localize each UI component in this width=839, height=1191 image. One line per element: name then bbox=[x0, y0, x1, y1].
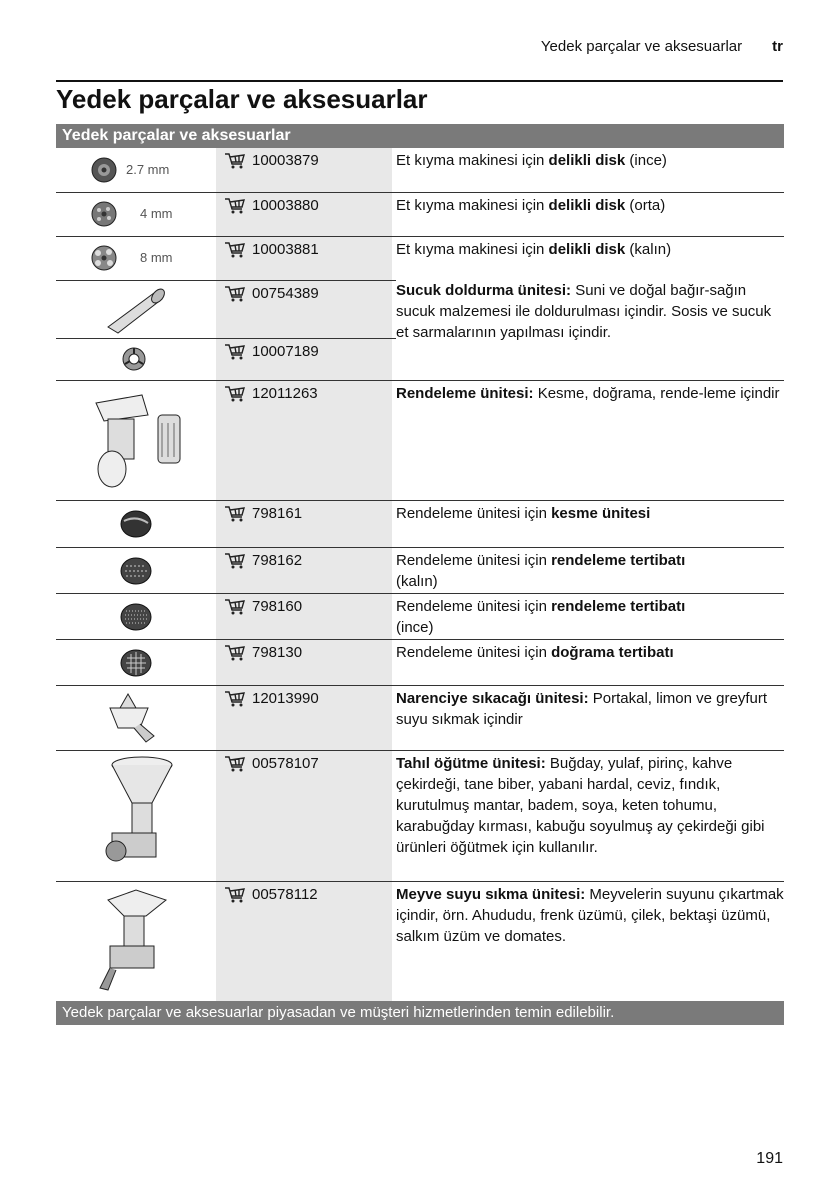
cart-icon bbox=[224, 197, 246, 215]
part-number: 10007189 bbox=[224, 341, 319, 362]
description: Rendeleme ünitesi için rendeleme tertibatı (ince) bbox=[396, 598, 686, 636]
coarse-disc-icon bbox=[90, 244, 118, 272]
cart-icon bbox=[224, 385, 246, 403]
cart-icon bbox=[224, 755, 246, 773]
fine-grater-drum-icon bbox=[118, 600, 154, 634]
table-row bbox=[56, 882, 784, 1001]
description: Meyve suyu sıkma ünitesi: Meyvelerin suyunu çıkartmak içindir, örn. Ahududu, frenk üzümü, çilek, bektaşi üzümü, salkım üzüm ve domates. bbox=[396, 886, 784, 945]
table-row bbox=[56, 751, 784, 882]
running-header bbox=[541, 38, 783, 55]
slicing-drum-icon bbox=[118, 507, 154, 541]
table-row bbox=[56, 381, 784, 501]
cart-icon bbox=[224, 886, 246, 904]
cart-icon bbox=[224, 241, 246, 259]
table-row bbox=[56, 339, 784, 381]
hole-size: 2.7 mm bbox=[126, 162, 170, 177]
grain-mill-icon bbox=[102, 755, 182, 875]
merged-description: Sucuk doldurma ünitesi: Suni ve doğal bağır-sağın sucuk malzemesi ile doldurulması içindir. Sosis ve sucuk et sarmalarının yapılması içindir. bbox=[396, 280, 784, 343]
running-header-title: Yedek parçalar ve aksesuarlar bbox=[540, 38, 743, 55]
table-row bbox=[56, 193, 784, 237]
language-tag: tr bbox=[772, 38, 783, 55]
citrus-press-icon bbox=[106, 690, 166, 746]
juicer-unit-icon bbox=[96, 886, 176, 996]
part-number: 12013990 bbox=[224, 688, 319, 709]
part-number: 10003880 bbox=[224, 195, 319, 216]
description: Et kıyma makinesi için delikli disk (ince) bbox=[396, 152, 667, 169]
table-row bbox=[56, 548, 784, 594]
cart-icon bbox=[224, 505, 246, 523]
part-number: 10003881 bbox=[224, 239, 319, 260]
description: Rendeleme ünitesi: Kesme, doğrama, rende-leme içindir bbox=[396, 385, 780, 402]
part-number: 00754389 bbox=[224, 283, 319, 304]
description: Tahıl öğütme ünitesi: Buğday, yulaf, pirinç, kahve çekirdeği, tane biber, yabani hardal, ceviz, fındık, kurutulmuş mantar, badem, soya, keten tohumu, karabuğday kırması, kabuğu soyulmuş ay çekirdeği gibi ürünleri öğütmek için kullanılır. bbox=[396, 755, 765, 856]
parts-table bbox=[56, 124, 784, 1025]
sausage-filler-icon bbox=[102, 285, 168, 335]
fine-disc-icon bbox=[90, 156, 118, 184]
part-number: 798130 bbox=[224, 642, 302, 663]
cart-icon bbox=[224, 343, 246, 361]
hole-size: 4 mm bbox=[140, 206, 173, 221]
dicing-drum-icon bbox=[118, 646, 154, 680]
coarse-grater-drum-icon bbox=[118, 554, 154, 588]
table-row bbox=[56, 686, 784, 751]
cart-icon bbox=[224, 152, 246, 170]
part-number: 10003879 bbox=[224, 150, 319, 171]
description: Rendeleme ünitesi için doğrama tertibatı bbox=[396, 644, 674, 661]
part-number: 798162 bbox=[224, 550, 302, 571]
cart-icon bbox=[224, 552, 246, 570]
table-row bbox=[56, 148, 784, 193]
page-title: Yedek parçalar ve aksesuarlar bbox=[56, 84, 428, 114]
hole-size: 8 mm bbox=[140, 250, 173, 265]
part-number: 00578112 bbox=[224, 884, 318, 905]
part-number: 00578107 bbox=[224, 753, 319, 774]
part-number: 12011263 bbox=[224, 383, 318, 404]
table-row bbox=[56, 237, 784, 281]
shredder-unit-icon bbox=[86, 385, 186, 495]
table-row bbox=[56, 594, 784, 640]
cart-icon bbox=[224, 285, 246, 303]
cart-icon bbox=[224, 690, 246, 708]
page-number: 191 bbox=[756, 1150, 783, 1167]
description: Rendeleme ünitesi için kesme ünitesi bbox=[396, 505, 651, 522]
header-rule bbox=[56, 80, 783, 82]
cart-icon bbox=[224, 598, 246, 616]
spacer-ring-icon bbox=[120, 345, 148, 373]
description: Et kıyma makinesi için delikli disk (orta) bbox=[396, 197, 666, 214]
description: Rendeleme ünitesi için rendeleme tertibatı (kalın) bbox=[396, 552, 686, 590]
description: Et kıyma makinesi için delikli disk (kalın) bbox=[396, 241, 672, 258]
table-footer: Yedek parçalar ve aksesuarlar piyasadan ve müşteri hizmetlerinden temin edilebilir. bbox=[56, 1001, 784, 1025]
medium-disc-icon bbox=[90, 200, 118, 228]
table-row bbox=[56, 501, 784, 548]
part-number: 798161 bbox=[224, 503, 302, 524]
table-header: Yedek parçalar ve aksesuarlar bbox=[56, 124, 784, 148]
description: Narenciye sıkacağı ünitesi: Portakal, limon ve greyfurt suyu sıkmak içindir bbox=[396, 690, 767, 728]
part-number: 798160 bbox=[224, 596, 302, 617]
table-row bbox=[56, 640, 784, 686]
cart-icon bbox=[224, 644, 246, 662]
